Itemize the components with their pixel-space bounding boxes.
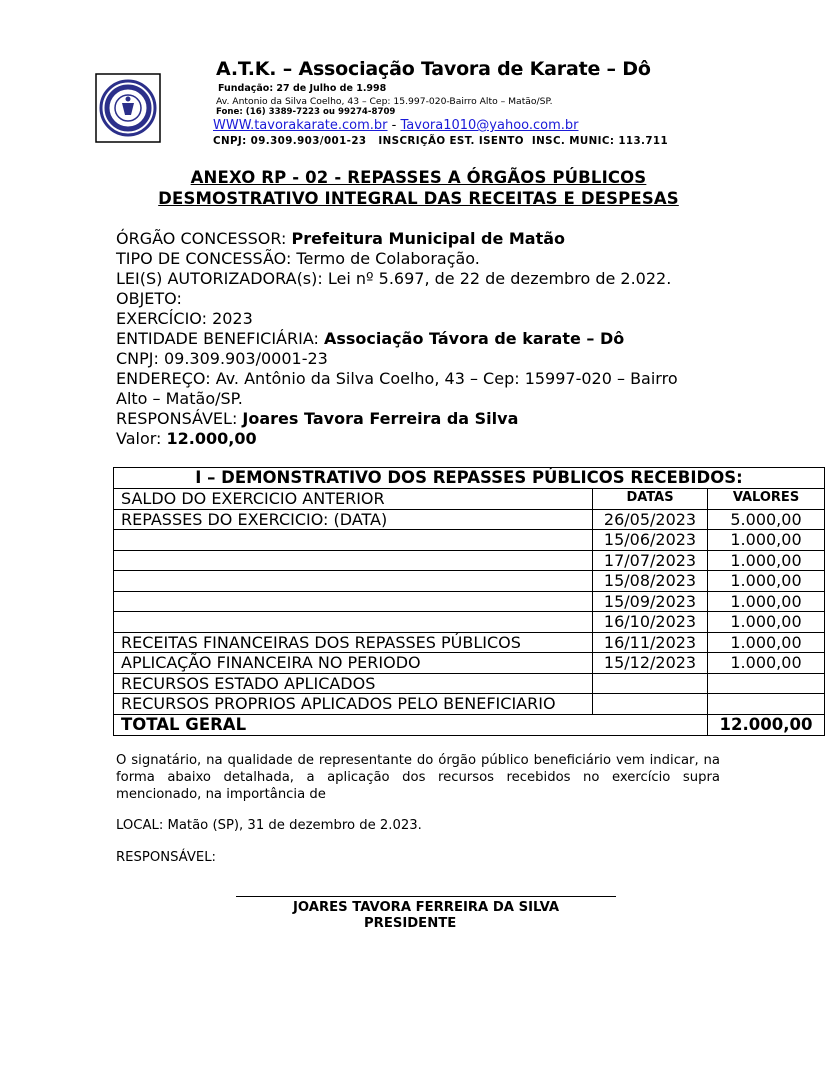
table-row xyxy=(114,551,824,572)
row-date: 16/10/2023 xyxy=(592,612,707,632)
row-description xyxy=(114,592,592,612)
entidade-label: ENTIDADE BENEFICIÁRIA: xyxy=(116,329,324,348)
row-description: APLICAÇÃO FINANCEIRA NO PERIODO xyxy=(121,653,421,672)
valor xyxy=(116,429,257,448)
table-header-row xyxy=(114,489,824,510)
saldo-anterior-label: SALDO DO EXERCICIO ANTERIOR xyxy=(121,489,385,508)
cnpj: CNPJ: 09.309.903/0001-23 xyxy=(116,349,328,368)
document-title: ANEXO RP - 02 - REPASSES A ÓRGÃOS PÚBLICOS xyxy=(190,168,647,187)
table-row xyxy=(114,633,824,654)
organization-phone: Fone: (16) 3389-7223 ou 99274-8709 xyxy=(216,107,396,117)
email-link[interactable]: Tavora1010@yahoo.com.br xyxy=(400,118,579,133)
row-date: 16/11/2023 xyxy=(592,633,707,653)
responsavel-label: RESPONSÁVEL: xyxy=(116,409,243,428)
row-value xyxy=(707,694,824,714)
row-value: 1.000,00 xyxy=(707,571,824,591)
total-empty-cell xyxy=(592,715,707,736)
association-logo xyxy=(95,73,161,143)
row-description xyxy=(114,530,592,550)
local-date: LOCAL: Matão (SP), 31 de dezembro de 2.023. xyxy=(116,818,422,833)
signatory-name: JOARES TAVORA FERREIRA DA SILVA xyxy=(293,900,560,915)
values-header: VALORES xyxy=(707,489,824,509)
table-row xyxy=(114,612,824,633)
responsavel-signature-label: RESPONSÁVEL: xyxy=(116,850,217,865)
objeto: OBJETO: xyxy=(116,289,182,308)
contact-links xyxy=(213,118,579,133)
row-value: 1.000,00 xyxy=(707,551,824,571)
total-row xyxy=(114,715,824,736)
tipo-concessao: TIPO DE CONCESSÃO: Termo de Colaboração. xyxy=(116,249,480,268)
table-row xyxy=(114,694,824,715)
table-row xyxy=(114,530,824,551)
row-value: 1.000,00 xyxy=(707,633,824,653)
statement-paragraph: O signatário, na qualidade de representante do órgão público beneficiário vem indicar, na forma abaixo detalhada, a aplicação dos recursos recebidos no exercício supra mencionado, na importância de xyxy=(116,753,720,802)
table-row xyxy=(114,674,824,695)
row-value: 1.000,00 xyxy=(707,530,824,550)
registration-line: CNPJ: 09.309.903/001-23 INSCRIÇÃO EST. ISENTO INSC. MUNIC: 113.711 xyxy=(213,135,669,147)
founding-date: Fundação: 27 de Julho de 1.998 xyxy=(218,83,387,94)
endereco-line-2: Alto – Matão/SP. xyxy=(116,389,243,408)
row-description: RECEITAS FINANCEIRAS DOS REPASSES PÚBLICOS xyxy=(121,632,521,652)
row-date: 15/06/2023 xyxy=(592,530,707,550)
row-date xyxy=(592,674,707,694)
entidade-value: Associação Távora de karate – Dô xyxy=(323,329,625,348)
row-description xyxy=(114,612,592,632)
row-value: 1.000,00 xyxy=(707,612,824,632)
exercicio: EXERCÍCIO: 2023 xyxy=(116,309,253,328)
signature-line xyxy=(236,896,616,897)
total-value: 12.000,00 xyxy=(707,715,824,736)
document-subtitle: DESMOSTRATIVO INTEGRAL DAS RECEITAS E DESPESAS xyxy=(158,189,679,208)
signatory-role: PRESIDENTE xyxy=(364,916,457,931)
row-date xyxy=(592,694,707,714)
link-separator: - xyxy=(387,118,401,133)
table-row xyxy=(114,592,824,613)
row-description: RECURSOS ESTADO APLICADOS xyxy=(121,673,376,693)
orgao-concessor xyxy=(116,229,565,248)
organization-title: A.T.K. – Associação Tavora de Karate – Dô xyxy=(216,58,651,80)
endereco-line-1: ENDEREÇO: Av. Antônio da Silva Coelho, 43 – Cep: 15997-020 – Bairro xyxy=(116,369,678,388)
row-value: 1.000,00 xyxy=(707,592,824,612)
row-value: 5.000,00 xyxy=(707,510,824,530)
row-value: 1.000,00 xyxy=(707,653,824,673)
repasses-table xyxy=(113,467,825,736)
row-date: 15/09/2023 xyxy=(592,592,707,612)
table-title: I – DEMONSTRATIVO DOS REPASSES PÚBLICOS RECEBIDOS: xyxy=(114,468,824,489)
entidade-beneficiaria xyxy=(116,329,624,348)
valor-label: Valor: xyxy=(116,429,167,448)
row-value xyxy=(707,674,824,694)
row-description: RECURSOS PROPRIOS APLICADOS PELO BENEFICIARIO xyxy=(121,694,556,713)
row-description xyxy=(114,551,592,571)
website-link[interactable]: WWW.tavorakarate.com.br xyxy=(213,118,388,133)
row-date: 15/08/2023 xyxy=(592,571,707,591)
dates-header: DATAS xyxy=(592,489,707,509)
row-description xyxy=(114,571,592,591)
valor-value: 12.000,00 xyxy=(166,429,257,448)
row-date: 26/05/2023 xyxy=(592,510,707,530)
organization-address: Av. Antonio da Silva Coelho, 43 – Cep: 15.997-020-Bairro Alto – Matão/SP. xyxy=(216,96,553,107)
table-row xyxy=(114,571,824,592)
lei-autorizadora: LEI(S) AUTORIZADORA(s): Lei nº 5.697, de 22 de dezembro de 2.022. xyxy=(116,269,672,288)
row-description: REPASSES DO EXERCICIO: (DATA) xyxy=(121,509,388,529)
table-row xyxy=(114,510,824,531)
responsavel xyxy=(116,409,518,428)
row-date: 17/07/2023 xyxy=(592,551,707,571)
row-date: 15/12/2023 xyxy=(592,653,707,673)
table-row xyxy=(114,653,824,674)
responsavel-value: Joares Tavora Ferreira da Silva xyxy=(242,409,519,428)
total-label: TOTAL GERAL xyxy=(121,714,247,734)
orgao-label: ÓRGÃO CONCESSOR: xyxy=(116,229,292,248)
orgao-value: Prefeitura Municipal de Matão xyxy=(291,229,566,248)
